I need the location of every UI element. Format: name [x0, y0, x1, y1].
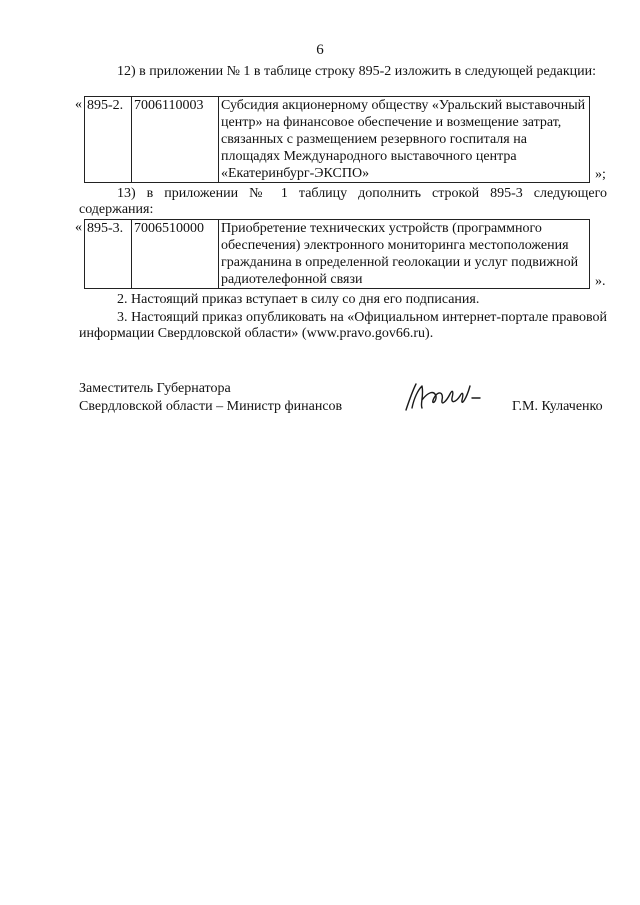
item-13-text: 13) в приложении № 1 таблицу дополнить строкой 895-3 следующего содержания: [79, 186, 607, 217]
row-description: Приобретение технических устройств (программного обеспечения) электронного мониторинга местоположения гражданина в определенной геолокации и услуг подвижной радиотелефонной связи [219, 220, 590, 289]
item-13-quote-open: « [75, 220, 82, 235]
item-12-quote-open: « [75, 97, 82, 112]
signatory-title [79, 380, 342, 416]
clause-3: 3. Настоящий приказ опубликовать на «Официальном интернет-портале правовой информации Свердловской области» (www.pravo.gov66.ru). [79, 310, 607, 341]
handwritten-signature [400, 378, 492, 418]
row-number: 7006510000 [132, 220, 219, 289]
page-number: 6 [316, 42, 324, 58]
item-12-table [84, 96, 590, 183]
item-13-table [84, 219, 590, 289]
row-code: 895-3. [85, 220, 132, 289]
signatory-title-line-1: Заместитель Губернатора [79, 381, 231, 396]
table-row [85, 97, 590, 183]
item-12-quote-close: »; [595, 167, 606, 182]
table-row [85, 220, 590, 289]
row-description: Субсидия акционерному обществу «Уральский выставочный центр» на финансовое обеспечение и возмещение затрат, связанных с размещением резервного госпиталя на площадях Международного выставочного центра «Екатеринбург-ЭКСПО» [219, 97, 590, 183]
row-number: 7006110003 [132, 97, 219, 183]
signatory-name: Г.М. Кулаченко [512, 399, 603, 414]
signatory-title-line-2: Свердловской области – Министр финансов [79, 399, 343, 414]
clause-2: 2. Настоящий приказ вступает в силу со дня его подписания. [117, 292, 480, 307]
item-12-text: 12) в приложении № 1 в таблице строку 895-2 изложить в следующей редакции: [117, 64, 597, 79]
row-code: 895-2. [85, 97, 132, 183]
item-13-quote-close: ». [595, 274, 606, 289]
